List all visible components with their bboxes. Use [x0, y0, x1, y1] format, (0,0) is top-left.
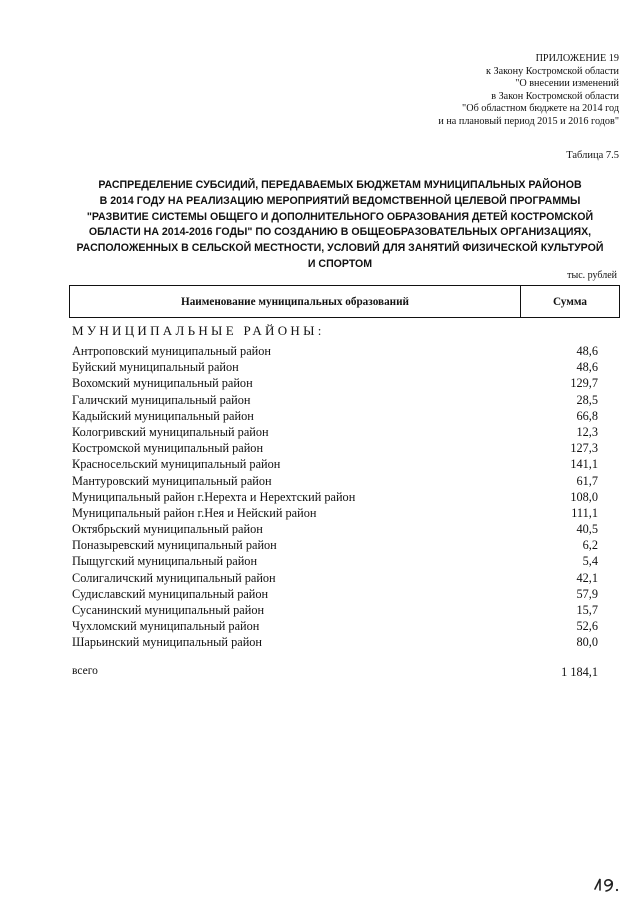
- title-line: РАСПРЕДЕЛЕНИЕ СУБСИДИЙ, ПЕРЕДАВАЕМЫХ БЮДЖЕТАМ МУНИЦИПАЛЬНЫХ РАЙОНОВ: [98, 179, 582, 191]
- district-value: 5,4: [582, 554, 598, 569]
- district-value: 48,6: [576, 360, 598, 375]
- title-line: ОБЛАСТИ НА 2014-2016 ГОДЫ" ПО СОЗДАНИЮ В ОБЩЕОБРАЗОВАТЕЛЬНЫХ ОРГАНИЗАЦИЯХ,: [88, 226, 592, 239]
- table-row: [72, 537, 598, 553]
- district-value: 15,7: [576, 603, 598, 617]
- document-title: [60, 178, 620, 273]
- column-header-name: Наименование муниципальных образований: [70, 286, 521, 317]
- table-row: [72, 359, 598, 375]
- appendix-line: к Закону Костромской области: [485, 65, 619, 77]
- table-row: [72, 408, 598, 424]
- district-name: Мантуровский муниципальный район: [72, 473, 272, 488]
- district-value: 40,5: [576, 522, 598, 537]
- district-value: 48,6: [576, 344, 598, 358]
- title-line: В 2014 ГОДУ НА РЕАЛИЗАЦИЮ МЕРОПРИЯТИЙ ВЕДОМСТВЕННОЙ ЦЕЛЕВОЙ ПРОГРАММЫ: [99, 194, 581, 207]
- table-row: [72, 505, 598, 521]
- table-row: [72, 456, 598, 472]
- total-row: [72, 665, 598, 680]
- district-name: Кологривский муниципальный район: [72, 424, 269, 439]
- table-row: [72, 618, 598, 634]
- appendix-line: ПРИЛОЖЕНИЕ 19: [535, 53, 619, 64]
- district-name: Антроповский муниципальный район: [72, 344, 271, 358]
- district-value: 12,3: [576, 424, 598, 439]
- total-value: 1 184,1: [561, 665, 598, 679]
- district-value: 42,1: [576, 570, 598, 585]
- district-name: Муниципальный район г.Нея и Нейский район: [72, 505, 317, 520]
- table-row: [72, 473, 598, 489]
- appendix-line: "О внесении изменений: [515, 78, 619, 90]
- district-name: Шарьинский муниципальный район: [72, 635, 263, 650]
- table-row: [72, 392, 598, 408]
- district-name: Поназыревский муниципальный район: [72, 538, 277, 553]
- district-name: Сусанинский муниципальный район: [72, 603, 265, 617]
- district-value: 111,1: [571, 505, 598, 520]
- district-value: 127,3: [570, 441, 598, 456]
- district-name: Костромской муниципальный район: [72, 441, 264, 456]
- district-name: Кадыйский муниципальный район: [72, 408, 254, 423]
- table-row: [72, 570, 598, 586]
- district-value: 61,7: [576, 473, 598, 488]
- table-row: [72, 424, 598, 440]
- district-value: 6,2: [582, 538, 598, 553]
- table-row: [72, 489, 598, 505]
- district-name: Чухломский муниципальный район: [72, 619, 260, 634]
- handwritten-page-number: [591, 873, 623, 893]
- district-name: Октябрьский муниципальный район: [72, 522, 263, 537]
- district-value: 57,9: [576, 586, 598, 601]
- district-value: 141,1: [570, 457, 598, 472]
- district-name: Красносельский муниципальный район: [72, 457, 281, 472]
- district-name: Вохомский муниципальный район: [72, 376, 253, 391]
- district-name: Буйский муниципальный район: [72, 360, 239, 375]
- table-number: Таблица 7.5: [566, 150, 619, 161]
- table-header: [69, 285, 620, 318]
- units-label: тыс. рублей: [567, 270, 617, 281]
- table-row: [72, 521, 598, 537]
- district-value: 108,0: [570, 489, 598, 504]
- table-row: [72, 634, 598, 650]
- appendix-line: и на плановый период 2015 и 2016 годов": [438, 115, 619, 127]
- district-name: Пыщугский муниципальный район: [72, 554, 258, 569]
- title-line: РАСПОЛОЖЕННЫХ В СЕЛЬСКОЙ МЕСТНОСТИ, УСЛОВИЙ ДЛЯ ЗАНЯТИЙ ФИЗИЧЕСКОЙ КУЛЬТУРОЙ: [76, 242, 604, 255]
- section-label: МУНИЦИПАЛЬНЫЕ РАЙОНЫ:: [72, 323, 325, 338]
- table-body: [72, 343, 598, 651]
- district-value: 129,7: [570, 376, 598, 391]
- table-row: [72, 440, 598, 456]
- table-row: [72, 602, 598, 618]
- district-value: 52,6: [576, 619, 598, 634]
- table-row: [72, 343, 598, 359]
- district-value: 66,8: [576, 408, 598, 423]
- district-name: Галичский муниципальный район: [72, 392, 251, 407]
- total-label: всего: [72, 665, 98, 677]
- title-line: И СПОРТОМ: [307, 257, 373, 270]
- appendix-line: в Закон Костромской области: [491, 90, 619, 102]
- column-header-sum: Сумма: [552, 295, 587, 308]
- appendix-line: "Об областном бюджете на 2014 год: [462, 103, 619, 115]
- district-name: Муниципальный район г.Нерехта и Нерехтский район: [72, 489, 356, 504]
- title-line: "РАЗВИТИЕ СИСТЕМЫ ОБЩЕГО И ДОПОЛНИТЕЛЬНОГО ОБРАЗОВАНИЯ ДЕТЕЙ КОСТРОМСКОЙ: [86, 210, 594, 223]
- table-row: [72, 553, 598, 569]
- district-value: 80,0: [576, 635, 598, 650]
- table-row: [72, 375, 598, 391]
- district-name: Солигаличский муниципальный район: [72, 570, 276, 585]
- appendix-header: [438, 53, 619, 129]
- district-value: 28,5: [576, 392, 598, 407]
- table-row: [72, 586, 598, 602]
- district-name: Судиславский муниципальный район: [72, 586, 269, 601]
